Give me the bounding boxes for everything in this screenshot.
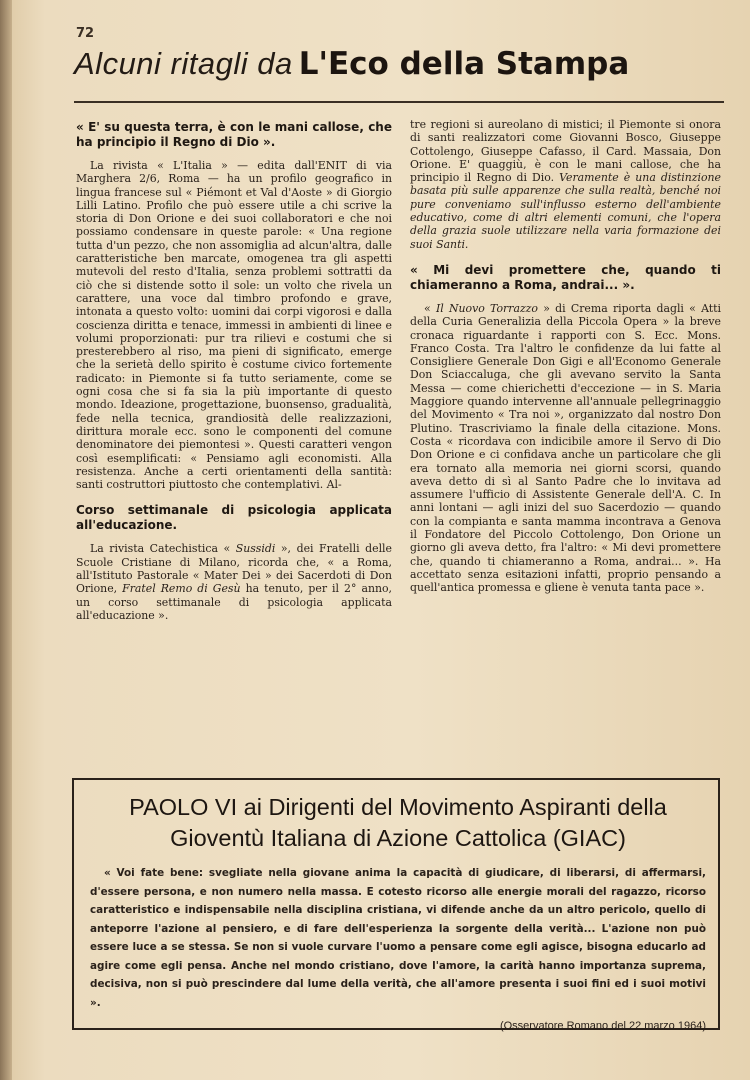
text-run: La rivista Catechistica « <box>90 542 236 556</box>
left-column <box>76 118 392 628</box>
article-heading-regno-di-dio: « E' su questa terra, è con le mani callose, che ha principio il Regno di Dio ». <box>76 120 392 149</box>
article-heading-corso-psicologia: Corso settimanale di psicologia applicata all'educazione. <box>76 503 392 533</box>
article-body-italia: La rivista « L'Italia » — edita dall'ENIT di via Marghera 2/6, Roma — ha un profilo geografico in lingua francese sul « Piémont et Val d'Aoste » di Giorgio Lilli Latino. Profilo che può essere utile a chi scrive la storia di Don Orione e dei suoi collaboratori e che noi possiamo condensare in queste parole: « Una regione tutta d'un pezzo, che non assomiglia ad alcun'altra, dalle caratteristiche ben marcate, omogenea tra gli aspetti mutevoli del resto d'Italia, senza problemi sottratti da ciò che si distende sotto il sole: un volto che rivela un carattere, una voce dal timbro profondo e grave, intonata a questo volto: uomini dai corpi vigorosi e dalla coscienza diritta e tenace, immessi in ambienti di linee e volumi proporzionati: pur tra rilievi e costumi che si presterebbero al riso, ma pieni di significato, emerge che la serietà dello spirito è costume civico fortemente radicato: in Piemonte si fa tutto seriamente, come se ogni cosa che si fa sia la più importante di questo mondo. Ideazione, progettazione, buonsenso, gradualità, fede nella tecnica, grandiosità delle realizzazioni, dirittura morale ecc. sono le componenti del comune denominatore dei piemontesi ». Questi caratteri vengon così esemplificati: « Pensiamo agli economisti. Alla resistenza. Anche a certi orientamenti della santità: santi costruttori piuttosto che contemplativi. Al- <box>76 159 392 492</box>
page-number: 72 <box>76 26 95 41</box>
article-body-sussidi <box>76 542 392 622</box>
article-body-continuation <box>410 118 721 251</box>
header-publication-name: L'Eco della Stampa <box>298 46 630 82</box>
text-run: tre regioni si aureolano di mistici; il Piemonte si onora di santi realizzatori come Giovanni Bosco, Giuseppe Cottolengo, Giuseppe Cafasso, il Card. Massaia, Don Orione. E' quaggiù, è con le mani callose, che ha principio il Regno di Dio. <box>410 118 721 185</box>
quote-box-title: PAOLO VI ai Dirigenti del Movimento Aspiranti della Gioventù Italiana di Azione Cattolica (GIAC) <box>129 794 667 851</box>
article-body-nuovo-torrazzo <box>410 302 721 595</box>
text-run: » di Crema riporta dagli « Atti della Curia Generalizia della Piccola Opera » la breve cronaca riguardante i rapporti con S. Ecc. Mons. Franco Costa. Tra l'altro le confidenze da lui fatte al Consigliere Generale Don Gigi e all'Economo Generale Don Sciaccaluga, che gli avevano servito la Santa Messa — come chierichetti d'eccezione — in S. Maria Maggiore quando intervenne all'annuale pellegrinaggio del Movimento « Tra noi », organizzato dal nostro Don Plutino. Trascriviamo la finale della citazione. Mons. Costa « ricordava con indicibile amore il Servo di Dio Don Orione e ci confidava anche un particolare che gli era tornato alla memoria nei giorni scorsi, quando aveva detto di sì al Santo Padre che lo invitava ad assumere l'ufficio di Assistente Generale dell'A. C. In anni lontani — agli inizi del suo Sacerdozio — quando con la compianta e santa mamma incontrava a Genova il Fondatore del Piccolo Cottolengo, Don Orione un giorno gli aveva detto, fra l'altro: « Mi devi promettere che, quando ti chiameranno a Roma, andrai... ». Ha accettato senza esitazioni infatti, proprio pensando a quell'antica promessa e gliene è venuta tanta pace ». <box>410 301 722 595</box>
person-name-fratel-remo: Fratel Remo di Gesù <box>122 582 241 596</box>
header-italic-text: Alcuni ritagli da <box>74 46 293 81</box>
text-run: ha tenuto, per il 2° anno, un corso settimanale di psicologia applicata all'educazione ». <box>76 582 393 622</box>
right-column <box>410 118 721 601</box>
newspaper-title-nuovo-torrazzo: Il Nuovo Torrazzo <box>435 301 538 315</box>
text-run: », dei Fratelli delle Scuole Cristiane di Milano, ricorda che, « a Roma, all'Istituto Pastorale « Mater Dei » dei Sacerdoti di Don Orione, <box>76 542 392 596</box>
header-divider <box>74 101 724 103</box>
page-header <box>74 46 724 100</box>
quote-box-text: « Voi fate bene: svegliate nella giovane anima la capacità di giudicare, di liberarsi, di affermarsi, d'essere persona, e non numero nella massa. E cotesto ricorso alle energie morali del ragazzo, ricorso caratteristico e indispensabile nella disciplina cristiana, vi difende anche da un altro pericolo, quello di anteporre l'azione al pensiero, e di fare dell'esperienza la sorgente della verità... L'azione non può essere luce a se stessa. Se non si vuole curvare l'uomo a pensare come egli agisce, bisogna educarlo ad agire come egli pensa. Anche nel mondo cristiano, dove l'amore, la carità hanno importanza suprema, decisiva, non si può prescindere dal lume della verità, che all'amore presenta i suoi fini ed i suoi motivi ». <box>90 867 706 1009</box>
text-run: « <box>424 301 436 315</box>
magazine-title-sussidi: Sussidi <box>235 542 276 556</box>
article-heading-mi-devi-promettere: « Mi devi promettere che, quando ti chiameranno a Roma, andrai... ». <box>410 262 721 292</box>
italic-commentary: Veramente è una distinzione basata più sulle apparenze che sulla realtà, benché noi pure conveniamo sull'influsso esterno dell'ambiente educativo, come di altri elementi comuni, che l'opera della grazia suole utilizzare nella varia formazione dei suoi Santi. <box>410 171 722 251</box>
quote-box-source: (Osservatore Romano del 22 marzo 1964) <box>499 1020 706 1032</box>
paolo-vi-quote-box <box>72 778 720 1030</box>
page-spine-shadow <box>0 0 12 1080</box>
